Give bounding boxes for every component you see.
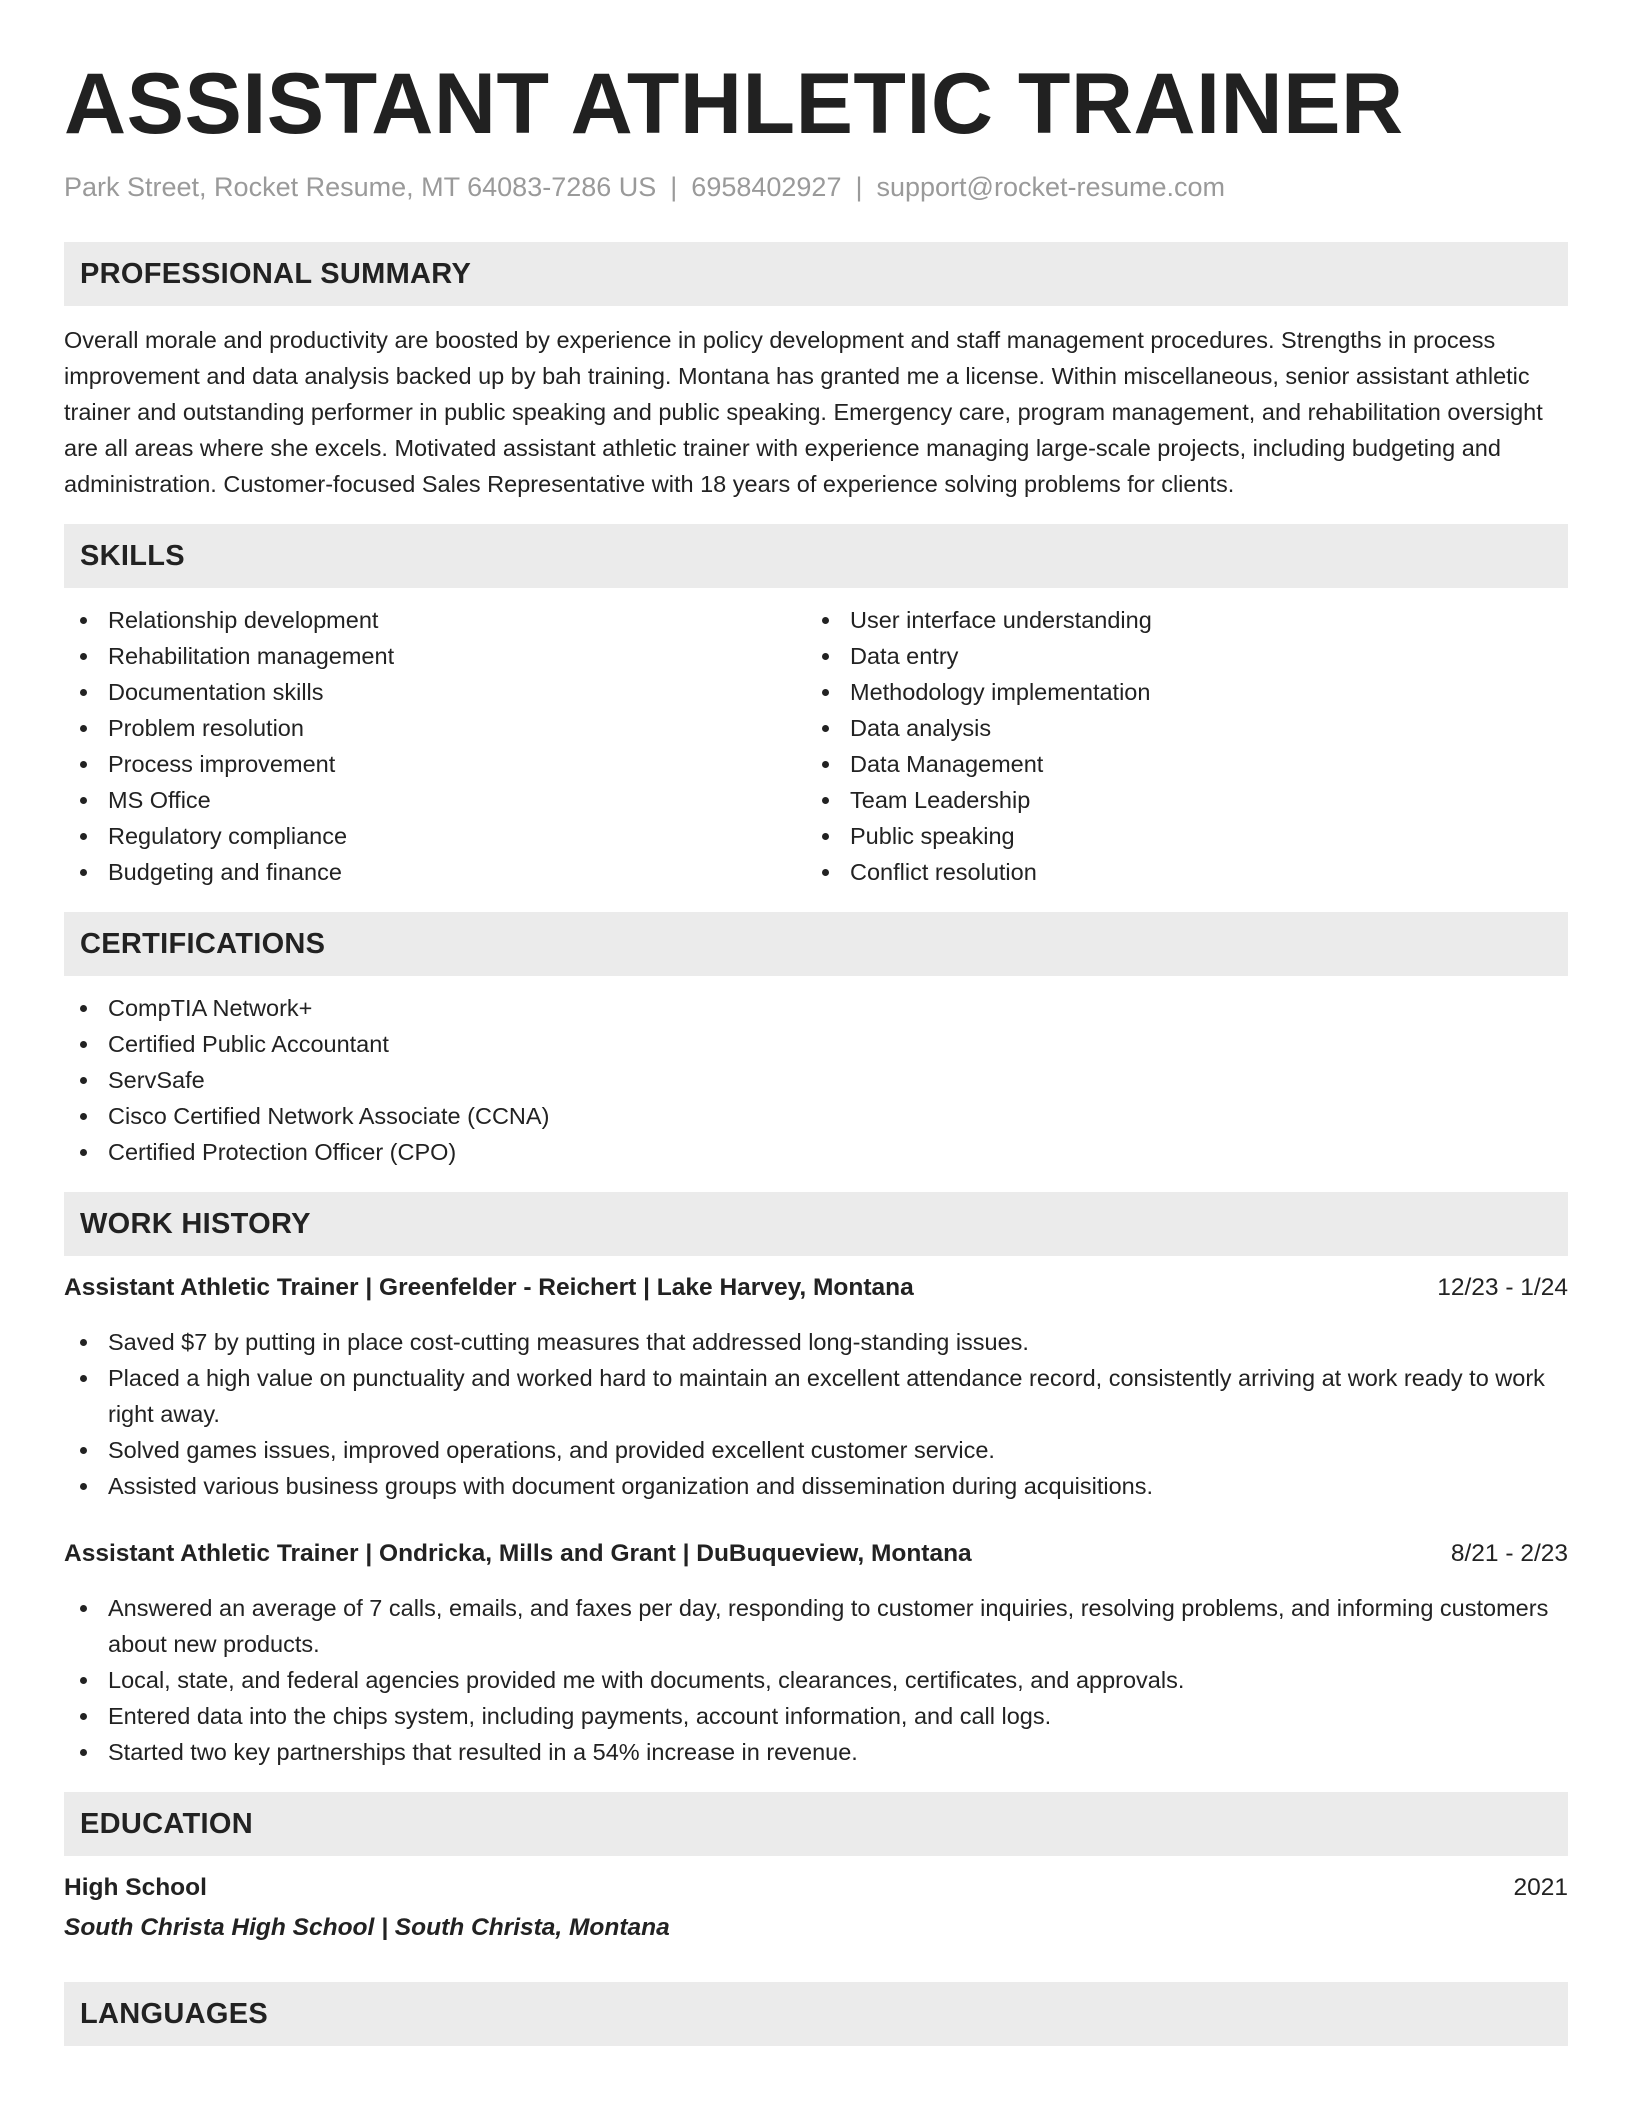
contact-phone: 6958402927 (691, 172, 842, 202)
section-heading-summary: PROFESSIONAL SUMMARY (64, 242, 1568, 306)
job-header (64, 1270, 1568, 1306)
job-bullets (64, 1590, 1568, 1770)
resume-name: ASSISTANT ATHLETIC TRAINER (64, 56, 1404, 152)
skill-item: User interface understanding (806, 602, 1548, 638)
job-dates: 8/21 - 2/23 (1450, 1540, 1568, 1567)
section-heading-skills: SKILLS (64, 524, 1568, 588)
job-title: Assistant Athletic Trainer | Greenfelder - Reichert | Lake Harvey, Montana (64, 1274, 914, 1301)
job-bullet: Solved games issues, improved operations, and provided excellent customer service. (64, 1432, 1568, 1468)
skill-item: Relationship development (64, 602, 806, 638)
job-bullet: Assisted various business groups with document organization and dissemination during acquisitions. (64, 1468, 1568, 1504)
certification-item: ServSafe (64, 1062, 1568, 1098)
skill-item: Data analysis (806, 710, 1548, 746)
education-year: 2021 (1513, 1874, 1568, 1901)
education-school: South Christa High School | South Christa, Montana (64, 1914, 670, 1941)
certification-item: Cisco Certified Network Associate (CCNA) (64, 1098, 1568, 1134)
contact-address: Park Street, Rocket Resume, MT 64083-7286 US (64, 172, 657, 202)
job-bullet: Saved $7 by putting in place cost-cutting measures that addressed long-standing issues. (64, 1324, 1568, 1360)
certification-item: CompTIA Network+ (64, 990, 1568, 1026)
skill-item: Conflict resolution (806, 854, 1548, 890)
certification-item: Certified Public Accountant (64, 1026, 1568, 1062)
certifications-list (64, 990, 1568, 1170)
job-dates: 12/23 - 1/24 (1437, 1274, 1568, 1301)
skill-item: MS Office (64, 782, 806, 818)
job-bullet: Started two key partnerships that resulted in a 54% increase in revenue. (64, 1734, 1568, 1770)
job-bullet: Answered an average of 7 calls, emails, and faxes per day, responding to customer inquiries, resolving problems, and informing customers about new products. (64, 1590, 1568, 1662)
skill-item: Problem resolution (64, 710, 806, 746)
section-heading-work-history: WORK HISTORY (64, 1192, 1568, 1256)
certification-item: Certified Protection Officer (CPO) (64, 1134, 1568, 1170)
job-title: Assistant Athletic Trainer | Ondricka, Mills and Grant | DuBuqueview, Montana (64, 1540, 972, 1567)
section-heading-education: EDUCATION (64, 1792, 1568, 1856)
skill-item: Public speaking (806, 818, 1548, 854)
section-heading-certifications: CERTIFICATIONS (64, 912, 1568, 976)
education-degree: High School (64, 1874, 207, 1901)
skill-item: Documentation skills (64, 674, 806, 710)
education-header (64, 1870, 1568, 1906)
skills-grid (64, 602, 1568, 890)
skill-item: Methodology implementation (806, 674, 1548, 710)
job-bullet: Placed a high value on punctuality and worked hard to maintain an excellent attendance record, consistently arriving at work ready to work right away. (64, 1360, 1568, 1432)
contact-separator: | (855, 172, 863, 202)
skill-item: Regulatory compliance (64, 818, 806, 854)
skill-item: Process improvement (64, 746, 806, 782)
contact-email: support@rocket-resume.com (876, 172, 1226, 202)
skills-right-column (806, 602, 1548, 890)
job-header (64, 1536, 1568, 1572)
job-bullet: Entered data into the chips system, including payments, account information, and call logs. (64, 1698, 1568, 1734)
skill-item: Budgeting and finance (64, 854, 806, 890)
skill-item: Team Leadership (806, 782, 1548, 818)
skill-item: Data Management (806, 746, 1548, 782)
skill-item: Rehabilitation management (64, 638, 806, 674)
skill-item: Data entry (806, 638, 1548, 674)
job-bullet: Local, state, and federal agencies provided me with documents, clearances, certificates, and approvals. (64, 1662, 1568, 1698)
section-heading-languages: LANGUAGES (64, 1982, 1568, 2046)
contact-line (64, 170, 1568, 204)
summary-text: Overall morale and productivity are boosted by experience in policy development and staff management procedures. Strengths in process improvement and data analysis backed up by bah training. Montana has granted me a license. Within miscellaneous, senior assistant athletic trainer and outstanding performer in public speaking and public speaking. Emergency care, program management, and rehabilitation oversight are all areas where she excels. Motivated assistant athletic trainer with experience managing large-scale projects, including budgeting and administration. Customer-focused Sales Representative with 18 years of experience solving problems for clients. (64, 327, 1543, 497)
job-bullets (64, 1324, 1568, 1504)
skills-left-column (64, 602, 806, 890)
contact-separator: | (670, 172, 678, 202)
